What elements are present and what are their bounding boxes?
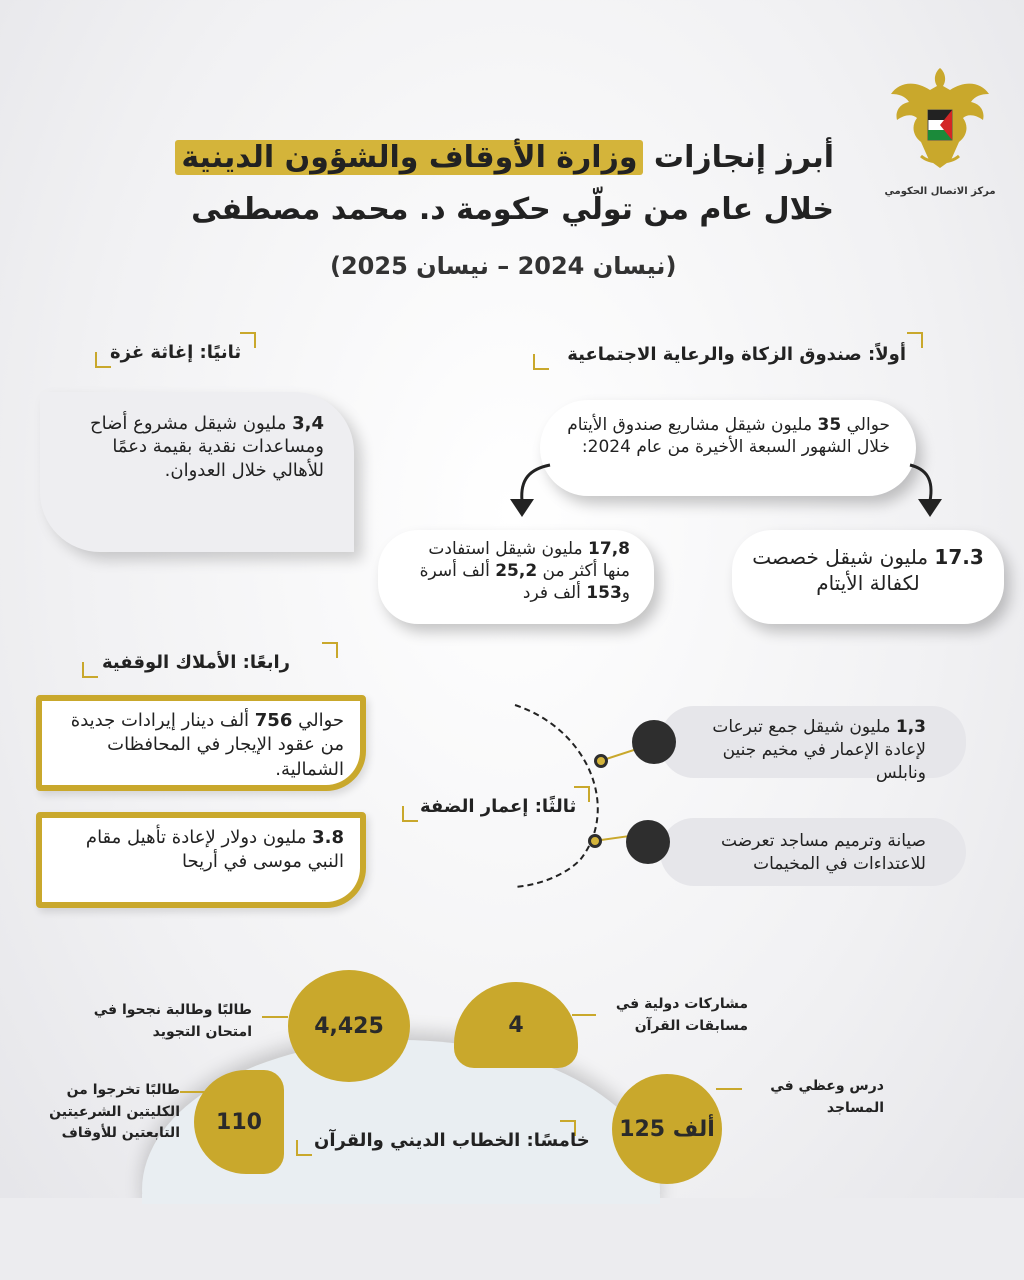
- eagle-emblem-icon: [885, 60, 995, 180]
- dome-base: [142, 1194, 660, 1204]
- bullet-dot: [626, 820, 670, 864]
- connector-line: [180, 1091, 206, 1093]
- section3-heading: ثالثًا: إعمار الضفة: [420, 796, 577, 817]
- section1-heading: أولاً: صندوق الزكاة والرعاية الاجتماعية: [567, 344, 906, 365]
- section2-heading: ثانيًا: إغاثة غزة: [110, 342, 242, 363]
- card-number: 3,4: [292, 413, 324, 434]
- card-number: 25,2: [495, 561, 538, 582]
- date-range: (نيسان 2024 – نيسان 2025): [330, 252, 677, 280]
- stat-circle-graduates: 110: [194, 1070, 284, 1174]
- card-text: مليون شيقل مشروع أضاح ومساعدات نقدية بقيمة دعمًا للأهالي خلال العدوان.: [89, 413, 324, 481]
- stat-circle-tajweed: 4,425: [288, 970, 410, 1082]
- logo-caption: مركز الاتصال الحكومي: [884, 186, 996, 197]
- item-text: مليون شيقل جمع تبرعات لإعادة الإعمار في مخيم جنين ونابلس: [712, 717, 926, 783]
- card-text: ألف أسرة و: [419, 561, 630, 604]
- card-number: 17.3: [934, 545, 984, 569]
- item-number: 1,3: [895, 717, 926, 737]
- title-prefix: أبرز إنجازات: [643, 140, 834, 175]
- card-text: مليون دولار لإعادة تأهيل مقام النبي موسى في أريحا: [85, 827, 344, 873]
- item-text: صيانة وترميم مساجد تعرضت للاعتداءات في المخيمات: [721, 831, 926, 874]
- card-number: 17,8: [588, 539, 630, 559]
- stat-label-tajweed: طالبًا وطالبة نجحوا في امتحان التجويد: [93, 1002, 252, 1040]
- logo: [880, 60, 1000, 197]
- gaza-relief-card: [40, 392, 354, 552]
- reconstruction-donations-item: [660, 706, 966, 783]
- nabi-musa-card: [36, 812, 366, 908]
- timeline-dot: [588, 834, 602, 848]
- card-number: 153: [586, 583, 622, 604]
- card-text: حوالي: [841, 415, 890, 435]
- stat-label-intl: مشاركات دولية في مسابقات القرآن: [615, 996, 748, 1034]
- bullet-dot: [632, 720, 676, 764]
- families-benefit-card: [378, 530, 654, 624]
- page-title-line1: [175, 140, 834, 175]
- connector-line: [716, 1088, 742, 1090]
- page-title-line2: خلال عام من تولّي حكومة د. محمد مصطفى: [191, 192, 834, 227]
- card-text: مليون شيقل مشاريع صندوق الأيتام خلال الشهور السبعة الأخيرة من عام 2024:: [567, 415, 890, 458]
- title-highlight: وزارة الأوقاف والشؤون الدينية: [175, 140, 643, 175]
- card-number: 35: [817, 415, 842, 435]
- card-text: حوالي: [292, 710, 344, 731]
- connector-line: [262, 1016, 288, 1018]
- endowment-revenue-card: [36, 695, 366, 791]
- section5-heading: خامسًا: الخطاب الديني والقرآن: [314, 1130, 590, 1151]
- card-text: مليون شيقل استفادت منها أكثر من: [428, 539, 630, 582]
- curved-arrow-right-icon: [900, 455, 960, 525]
- section4-heading: رابعًا: الأملاك الوقفية: [102, 652, 291, 673]
- curved-arrow-left-icon: [500, 455, 560, 525]
- bracket-decoration: [322, 642, 338, 658]
- stat-label-sermons: درس وعظي في المساجد: [770, 1078, 884, 1116]
- card-text: مليون شيقل خصصت لكفالة الأيتام: [752, 545, 935, 595]
- card-text: ألف فرد: [522, 583, 587, 604]
- card-text: ألف دينار إيرادات جديدة من عقود الإيجار في المحافظات الشمالية.: [70, 710, 344, 780]
- orphans-fund-card: [540, 400, 916, 496]
- card-number: 756: [254, 710, 293, 731]
- stat-circle-sermons: 125 ألف: [612, 1074, 722, 1184]
- stat-label-graduates: طالبًا تخرجوا من الكليتين الشرعيتين التابعتين للأوقاف: [49, 1082, 180, 1142]
- bottom-band: [0, 1198, 1024, 1280]
- card-number: 3.8: [312, 827, 344, 848]
- stat-circle-intl: 4: [454, 982, 578, 1068]
- bracket-decoration: [533, 354, 549, 370]
- connector-line: [572, 1014, 596, 1016]
- orphan-sponsorship-card: [732, 530, 1004, 624]
- mosque-restoration-item: [660, 818, 966, 886]
- timeline-dot: [594, 754, 608, 768]
